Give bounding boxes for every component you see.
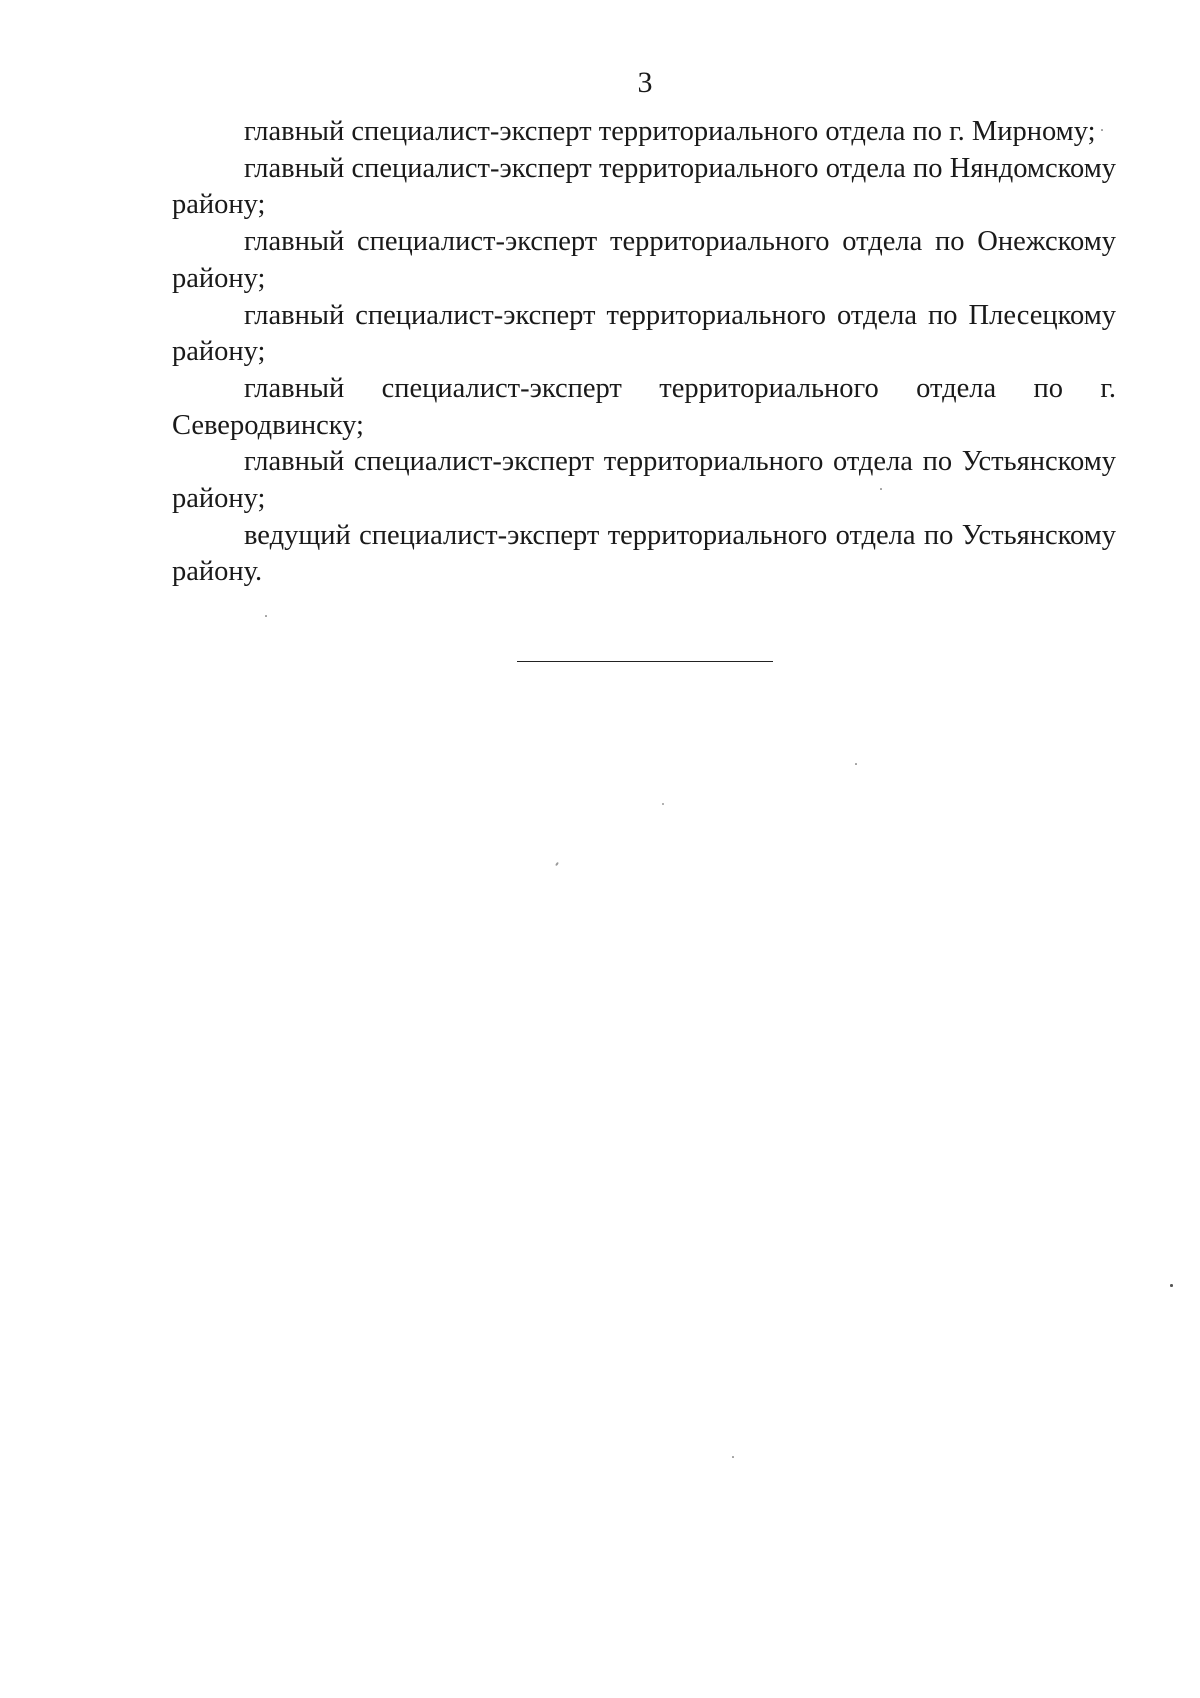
list-item: главный специалист-эксперт территориального отдела по г. Мирному; <box>244 116 1096 147</box>
scan-speck <box>1101 129 1103 131</box>
page-number: 3 <box>637 66 653 99</box>
list-item: главный специалист-эксперт территориального отдела по г. Северодвинску; <box>172 372 1116 441</box>
list-item: главный специалист-эксперт территориального отдела по Онежскому району; <box>172 226 1116 294</box>
scan-speck <box>732 1456 734 1458</box>
list-item: главный специалист-эксперт территориального отдела по Няндомскому району; <box>172 152 1116 221</box>
scan-speck <box>265 615 267 617</box>
scan-speck <box>662 803 664 805</box>
end-of-text-rule <box>517 661 773 662</box>
scan-speck <box>880 488 882 490</box>
list-item: главный специалист-эксперт территориального отдела по Плесецкому району; <box>172 299 1116 368</box>
list-item: главный специалист-эксперт территориального отдела по Устьянскому району; <box>172 446 1116 515</box>
scan-speck <box>1170 1284 1173 1287</box>
position-list <box>172 114 1116 591</box>
scan-speck <box>555 862 559 866</box>
list-item: ведущий специалист-эксперт территориального отдела по Устьянскому району. <box>172 519 1116 588</box>
scan-speck <box>855 763 857 765</box>
